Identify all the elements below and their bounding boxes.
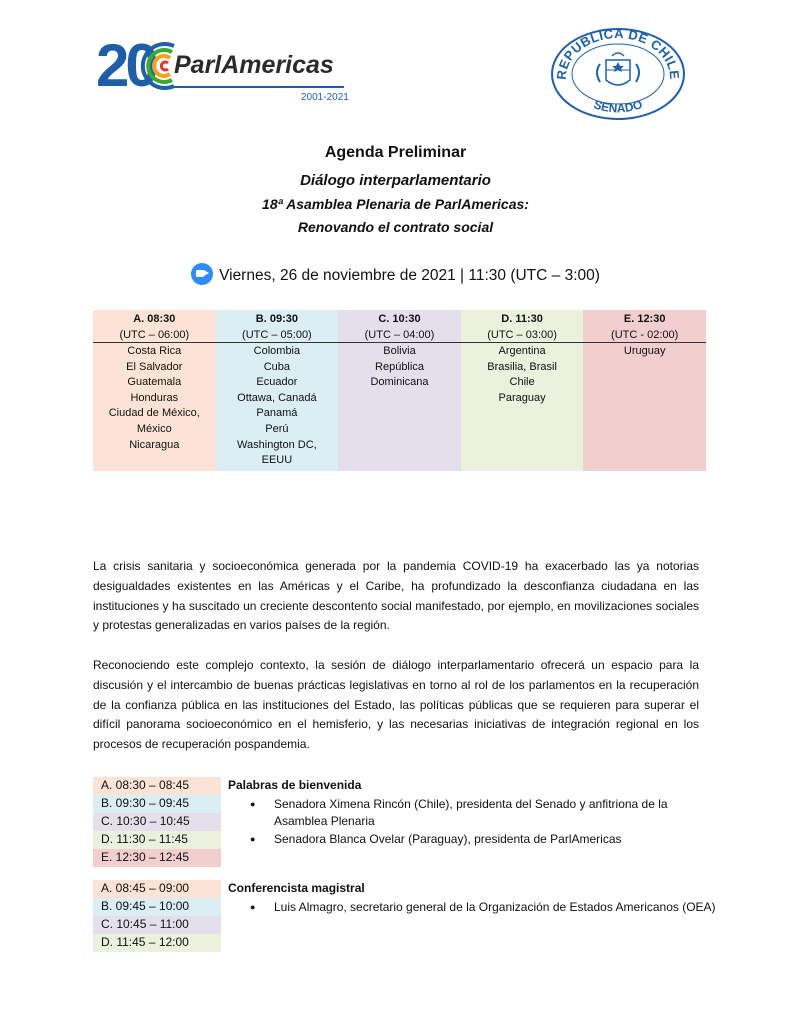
- timezone-countries: [216, 343, 339, 469]
- timezone-countries: [461, 343, 584, 406]
- country: Cuba: [263, 360, 291, 373]
- country: Bolivia: [383, 345, 416, 357]
- time-slots-welcome: [93, 777, 221, 867]
- time-slot: D. 11:45 – 12:00: [93, 934, 221, 952]
- section-heading: Conferencista magistral: [228, 881, 365, 895]
- coat-of-arms-icon: [597, 53, 639, 85]
- speaker-list: [228, 899, 718, 917]
- timezone-utc: (UTC – 05:00): [242, 328, 312, 341]
- country: Guatemala: [127, 376, 182, 389]
- parlamericas-logo: [96, 32, 350, 108]
- time-slots-keynote: [93, 880, 221, 952]
- agenda-section-keynote: [228, 880, 718, 916]
- timezone-column-b: [216, 310, 339, 471]
- logo-years: 2001-2021: [301, 92, 349, 103]
- country: Dominicana: [370, 376, 429, 389]
- time-slot: C. 10:30 – 10:45: [93, 813, 221, 831]
- logo-underline: [174, 86, 344, 88]
- country: Nicaragua: [129, 438, 180, 451]
- time-slot: B. 09:30 – 09:45: [93, 795, 221, 813]
- country: Washington DC,: [237, 438, 317, 451]
- country: Panamá: [256, 407, 298, 420]
- timezone-utc: (UTC - 02:00): [611, 328, 679, 341]
- time-slot: C. 10:45 – 11:00: [93, 916, 221, 934]
- logo-name: ParlAmericas: [174, 51, 334, 79]
- timezone-utc: (UTC – 06:00): [119, 328, 190, 341]
- country: Chile: [509, 376, 535, 389]
- video-camera-icon: [191, 263, 213, 285]
- country: Paraguay: [498, 391, 546, 404]
- country: República: [375, 360, 424, 373]
- senado-chile-seal: [548, 26, 688, 122]
- country: Argentina: [498, 345, 546, 357]
- time-slot: D. 11:30 – 11:45: [93, 831, 221, 849]
- country: México: [136, 422, 172, 435]
- agenda-section-welcome: [228, 777, 718, 848]
- seal-bottom-text: SENADO: [591, 97, 645, 116]
- timezone-header: [93, 310, 216, 343]
- timezone-header: [338, 310, 461, 343]
- timezone-column-a: [93, 310, 216, 471]
- timezone-utc: (UTC – 04:00): [364, 328, 435, 341]
- timezone-column-d: [461, 310, 584, 471]
- timezone-time: B. 09:30: [255, 313, 298, 325]
- svg-text:SENADO: [592, 97, 644, 115]
- logo-number: 20: [96, 32, 155, 99]
- intro-paragraph: La crisis sanitaria y socioeconómica generada por la pandemia COVID-19 ha exacerbado las ya notorias desigualdades existentes en las Américas y el Caribe, ha profundizado la desconfianza ciudadana en las instituciones y ha suscitado un creciente descontento social manifestado, por ejemplo, en movilizaciones sociales y protestas generalizadas en varios países de la región.: [93, 559, 699, 633]
- section-heading: Palabras de bienvenida: [228, 778, 362, 792]
- country: Costa Rica: [127, 345, 182, 357]
- time-slot: B. 09:45 – 10:00: [93, 898, 221, 916]
- list-item: ● Luis Almagro, secretario general de la Organización de Estados Americanos (OEA): [228, 899, 718, 917]
- timezone-countries: [583, 343, 706, 360]
- timezone-column-c: [338, 310, 461, 471]
- timezone-utc: (UTC – 03:00): [487, 328, 557, 341]
- country: Perú: [265, 422, 289, 435]
- list-item: ● Senadora Ximena Rincón (Chile), presidenta del Senado y anfitriona de la Asamblea Plenaria: [228, 796, 718, 831]
- country: Ciudad de México,: [108, 407, 200, 420]
- event-name: 18ª Asamblea Plenaria de ParlAmericas:: [262, 196, 529, 212]
- country: El Salvador: [126, 360, 183, 373]
- seal-top-text: REPUBLICA DE CHILE: [553, 26, 683, 81]
- timezone-countries: [93, 343, 216, 453]
- timezone-time: A. 08:30: [133, 313, 176, 325]
- date-text: Viernes, 26 de noviembre de 2021 | 11:30 (UTC – 3:00): [219, 267, 600, 284]
- page-subtitle: Diálogo interparlamentario: [300, 172, 491, 189]
- time-slot: A. 08:45 – 09:00: [93, 880, 221, 898]
- timezone-time: D. 11:30: [501, 313, 543, 325]
- page-title: Agenda Preliminar: [324, 144, 467, 161]
- country: Uruguay: [623, 345, 666, 357]
- country: Colombia: [253, 345, 301, 357]
- country: Brasilia, Brasil: [487, 360, 557, 373]
- speaker-list: [228, 796, 718, 849]
- country: EEUU: [261, 454, 293, 467]
- timezone-header: [583, 310, 706, 343]
- timezone-time: E. 12:30: [623, 313, 666, 325]
- time-slot: A. 08:30 – 08:45: [93, 777, 221, 795]
- list-item: ● Senadora Blanca Ovelar (Paraguay), presidenta de ParlAmericas: [228, 831, 718, 849]
- country: Honduras: [130, 391, 179, 404]
- timezone-header: [216, 310, 339, 343]
- timezone-column-e: [583, 310, 706, 471]
- event-theme: Renovando el contrato social: [297, 219, 494, 235]
- timezone-header: [461, 310, 584, 343]
- country: Ecuador: [256, 376, 298, 389]
- context-paragraph: Reconociendo este complejo contexto, la sesión de diálogo interparlamentario ofrecerá un espacio para la discusión y el intercambio de buenas prácticas legislativas en torno al rol de los parlamentos en la recuperación de la confianza pública en las instituciones del Estado, las políticas públicas que se requieren para superar el difícil panorama socioeconómico en el hemisferio, y las necesarias iniciativas de integración regional en los procesos de recuperación pospandemia.: [93, 658, 699, 752]
- time-slot: E. 12:30 – 12:45: [93, 849, 221, 867]
- timezone-time: C. 10:30: [378, 313, 421, 325]
- timezone-table: [93, 310, 706, 471]
- timezone-countries: [338, 343, 461, 391]
- country: Ottawa, Canadá: [237, 391, 317, 404]
- date-line: [0, 263, 791, 285]
